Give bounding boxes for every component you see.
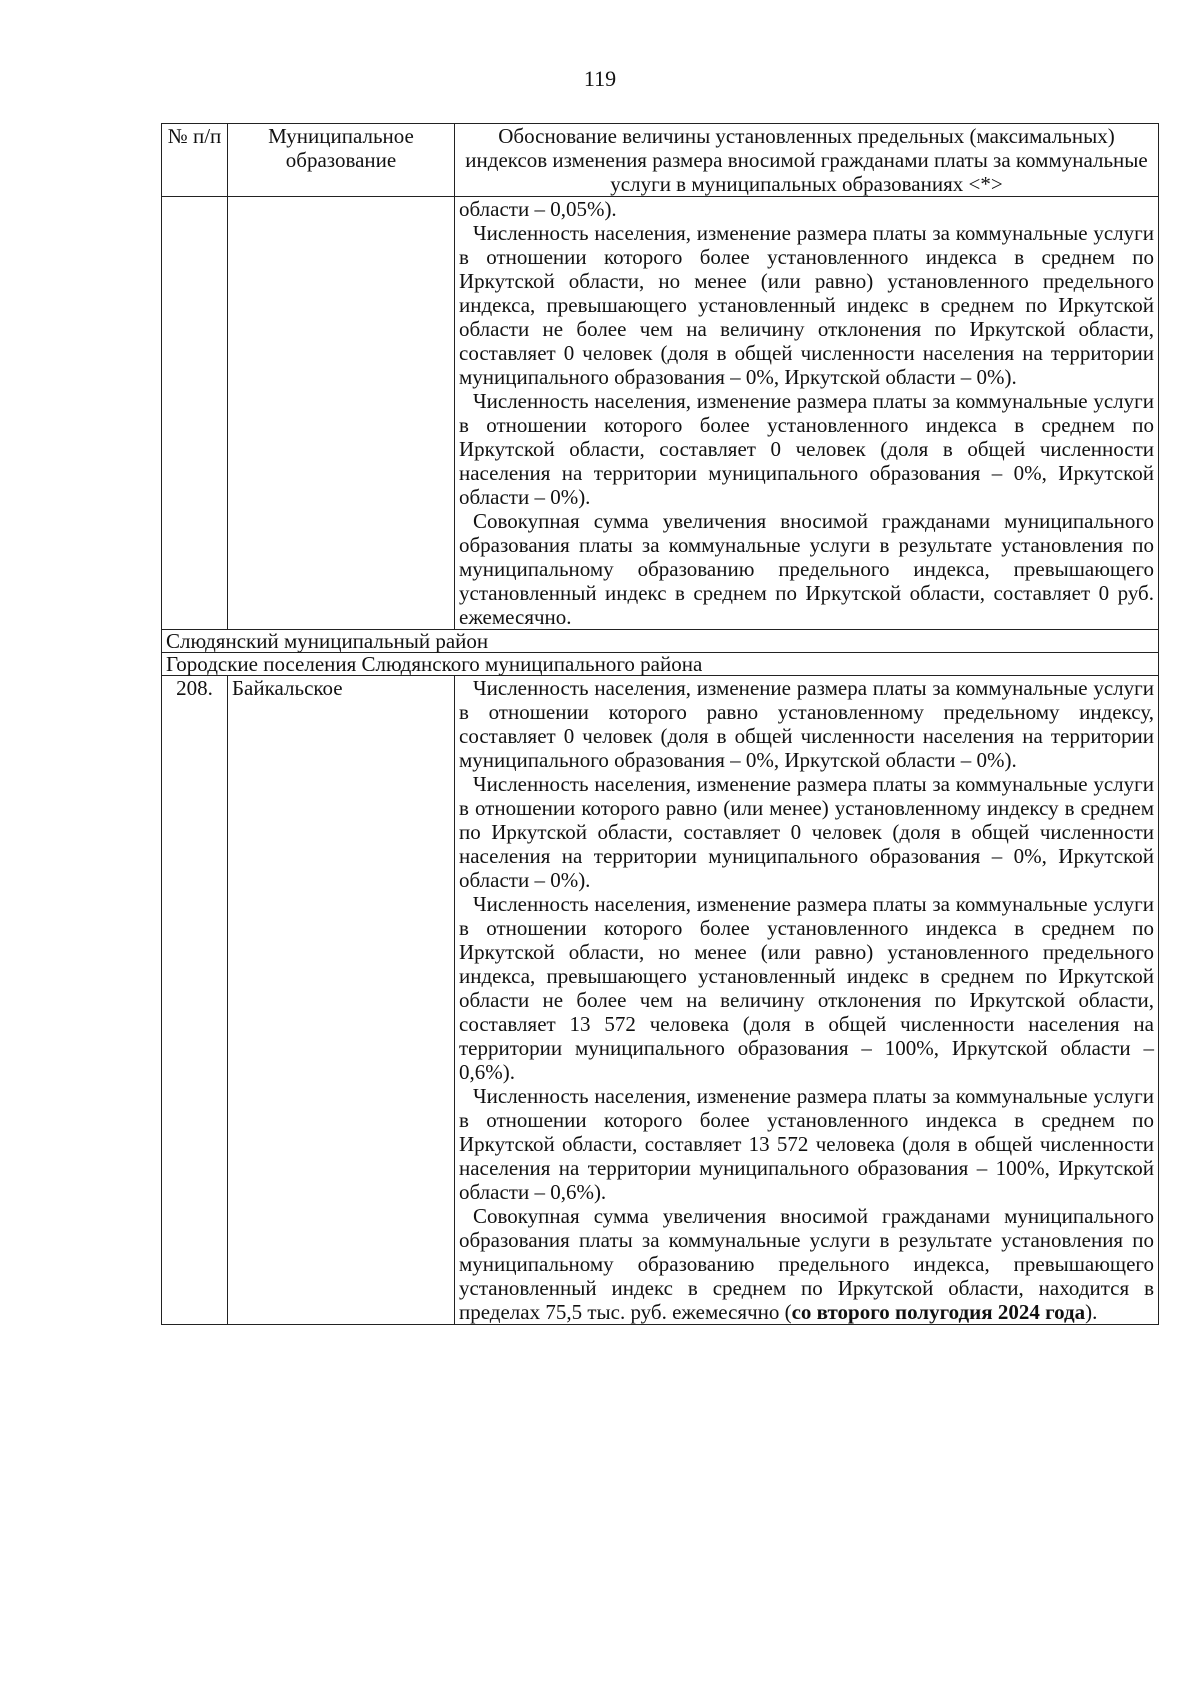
header-municipality: Муниципальное образование [228,124,455,197]
total-sum-end: ). [1085,1300,1098,1324]
subsection-title: Городские поселения Слюдянского муниципального района [162,653,1159,676]
continued-num-cell [162,197,228,630]
paragraph: Численность населения, изменение размера платы за коммунальные услуги в отношении которого равно (или менее) установленному индексу в среднем по Иркутской области, составляет 0 человек (доля в общей численности населения на территории муниципального образования – 0%, Иркутской области – 0%). [459,772,1154,892]
header-justification: Обоснование величины установленных предельных (максимальных) индексов изменения размера вносимой гражданами платы за коммунальные услуги в муниципальных образованиях <*> [455,124,1159,197]
paragraph: Совокупная сумма увеличения вносимой гражданами муниципального образования платы за коммунальные услуги в результате установления по муниципальному образованию предельного индекса, превышающего установленный индекс в среднем по Иркутской области, составляет 0 руб. ежемесячно. [459,509,1154,629]
paragraph: области – 0,05%). [459,197,617,221]
section-title: Слюдянский муниципальный район [162,630,1159,653]
table-row-208 [162,676,1159,1325]
paragraph: Численность населения, изменение размера платы за коммунальные услуги в отношении которого равно установленному предельному индексу, составляет 0 человек (доля в общей численности населения на территории муниципального образования – 0%, Иркутской области – 0%). [459,676,1154,772]
section-row [162,630,1159,653]
paragraph: Численность населения, изменение размера платы за коммунальные услуги в отношении которого более установленного индекса в среднем по Иркутской области, но менее (или равно) установленного предельного индекса, превышающего установленный индекс в среднем по Иркутской области не более чем на величину отклонения по Иркутской области, составляет 13 572 человека (доля в общей численности населения на территории муниципального образования – 100%, Иркутской области – 0,6%). [459,892,1154,1084]
indices-table [161,123,1159,1325]
paragraph: Численность населения, изменение размера платы за коммунальные услуги в отношении которого более установленного индекса в среднем по Иркутской области, но менее (или равно) установленного предельного индекса, превышающего установленный индекс в среднем по Иркутской области не более чем на величину отклонения по Иркутской области, составляет 0 человек (доля в общей численности населения на территории муниципального образования – 0%, Иркутской области – 0%). [459,221,1154,389]
municipality-name: Байкальское [228,676,455,1325]
continued-mo-cell [228,197,455,630]
paragraph: Численность населения, изменение размера платы за коммунальные услуги в отношении которого более установленного индекса в среднем по Иркутской области, составляет 0 человек (доля в общей численности населения на территории муниципального образования – 0%, Иркутской области – 0%). [459,389,1154,509]
subsection-row [162,653,1159,676]
table-header-row [162,124,1159,197]
header-number: № п/п [162,124,228,197]
continued-justification-cell [455,197,1159,630]
paragraph-total-sum [459,1204,1154,1324]
period-note: со второго полугодия 2024 года [791,1300,1086,1324]
page-number: 119 [583,66,617,91]
paragraph: Численность населения, изменение размера платы за коммунальные услуги в отношении которого более установленного индекса в среднем по Иркутской области, составляет 13 572 человека (доля в общей численности населения на территории муниципального образования – 100%, Иркутской области – 0,6%). [459,1084,1154,1204]
table-row-continued [162,197,1159,630]
row-208-justification-cell [455,676,1159,1325]
row-number: 208. [162,676,228,1325]
total-sum-text: Совокупная сумма увеличения вносимой гражданами муниципального образования платы за коммунальные услуги в результате установления по муниципальному образованию предельного индекса, превышающего установленный индекс в среднем по Иркутской области, находится в пределах 75,5 тыс. руб. ежемесячно ( [459,1204,1154,1324]
